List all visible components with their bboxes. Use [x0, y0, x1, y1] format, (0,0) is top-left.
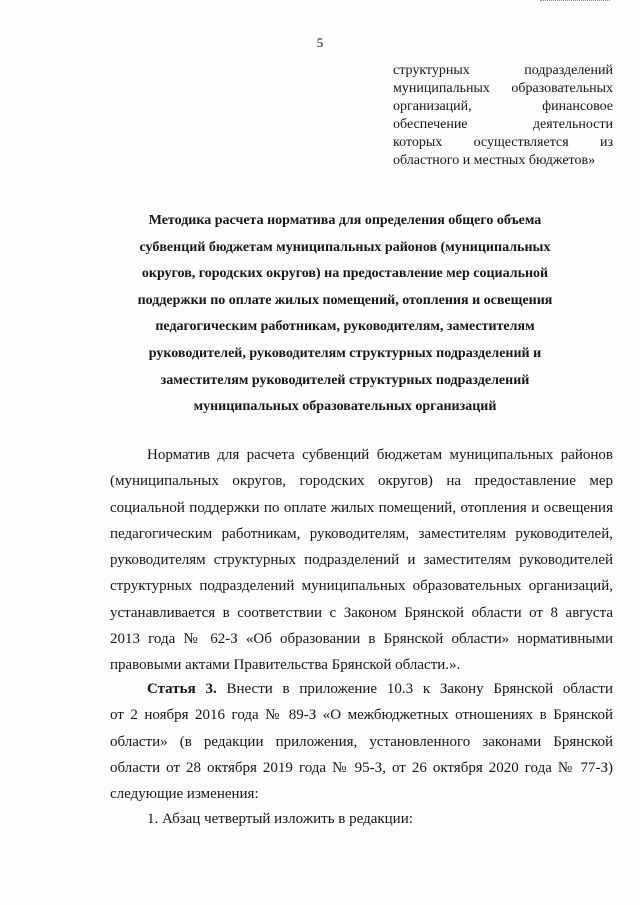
- top-text-line: областного и местных бюджетов»: [393, 153, 596, 168]
- top-text-line: муниципальных образовательных: [393, 81, 613, 96]
- paragraph-line: от 2 ноября 2016 года № 89-З «О межбюджетных отношениях в Брянской: [110, 707, 613, 724]
- paragraph-line: области» (в редакции приложения, установленного законами Брянской: [110, 733, 613, 750]
- scan-artifact: [540, 0, 610, 4]
- article-text: Внести в приложение 10.3 к Закону Брянской области: [226, 681, 614, 697]
- paragraph-normative: [110, 442, 613, 679]
- paragraph-line: области от 28 октября 2019 года № 95-З, от 26 октября 2020 года № 77-З): [110, 759, 613, 776]
- paragraph-line: [110, 676, 613, 702]
- title-line: поддержки по оплате жилых помещений, отопления и освещения: [137, 292, 553, 308]
- top-text-line: которых осуществляется из: [393, 135, 613, 150]
- paragraph-line: 1. Абзац четвертый изложить в редакции:: [147, 811, 413, 827]
- title-line: заместителям руководителей структурных подразделений: [160, 372, 530, 388]
- top-text-line: организаций, финансовое: [393, 99, 613, 114]
- paragraph-item-1: [110, 806, 613, 832]
- title-line: муниципальных образовательных организаций: [193, 399, 497, 415]
- top-text-block: [393, 62, 613, 170]
- paragraph-line: правовыми актами Правительства Брянской области.».: [110, 657, 461, 674]
- title-line: Методика расчета норматива для определения общего объема: [148, 213, 542, 228]
- paragraph-line: Норматив для расчета субвенций бюджетам муниципальных районов: [147, 447, 613, 463]
- paragraph-line: устанавливается в соответствии с Законом Брянской области от 8 августа: [110, 604, 613, 621]
- title-line: округов, городских округов) на предоставление мер социальной: [141, 266, 549, 282]
- top-text-line: структурных подразделений: [393, 63, 613, 78]
- paragraph-line: руководителям структурных подразделений и заместителям руководителей: [110, 552, 613, 569]
- article-label: Статья 3.: [147, 681, 217, 697]
- paragraph-article-3: [110, 676, 613, 807]
- paragraph-line: социальной поддержки по оплате жилых помещений, отопления и освещения: [110, 499, 613, 516]
- title-line: руководителей, руководителям структурных подразделений и: [148, 345, 542, 361]
- paragraph-line: 2013 года № 62-З «Об образовании в Брянской области» нормативными: [110, 631, 613, 648]
- paragraph-line: следующие изменения:: [110, 786, 259, 803]
- paragraph-line: (муниципальных округов, городских округов) на предоставление мер: [110, 473, 613, 490]
- top-text-line: обеспечение деятельности: [393, 117, 613, 132]
- title-line: педагогическим работникам, руководителям, заместителям: [155, 319, 535, 335]
- page-number: 5: [316, 35, 324, 50]
- paragraph-line: структурных подразделений муниципальных образовательных организаций,: [110, 578, 613, 595]
- title-line: субвенций бюджетам муниципальных районов (муниципальных: [139, 239, 551, 255]
- paragraph-line: педагогическим работникам, руководителям, заместителям руководителей,: [110, 525, 613, 542]
- methodology-title: [110, 208, 580, 421]
